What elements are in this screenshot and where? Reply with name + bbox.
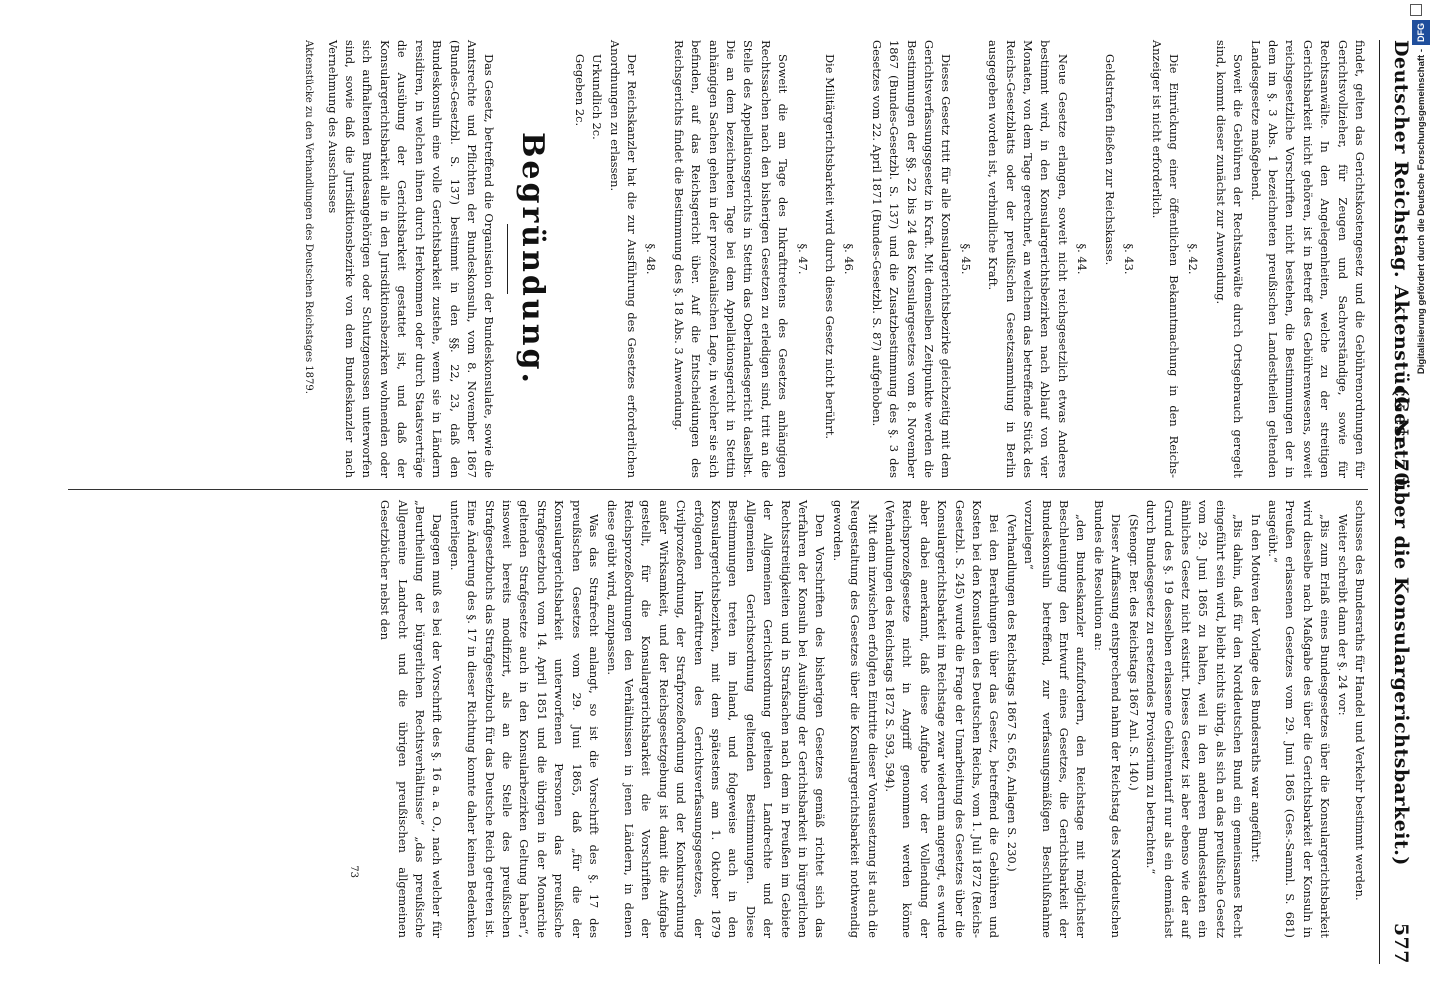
section-47-label: §. 47. — [795, 243, 810, 275]
right-quote-1: „Bis zum Erlaß eines Bundesgesetzes über die Konsulargerichtsbarkeit wird dieselbe nach Maßgabe des über die Gerichtsbarkeit der Konsuln in Preußen erlassenen Gesetzes vom 29. Juni 1865 (Ges.-Samml. S. 681) ausgeübt.“ — [1265, 500, 1333, 938]
section-43-text: Geldstrafen fließen zur Reichskasse. — [1102, 54, 1117, 266]
section-43-label: §. 43. — [1122, 243, 1137, 275]
section-42-text: Die Einrückung einer öffentlichen Bekanntmachung in den Reichs-Anzeiger ist nicht erforderlich. — [1149, 40, 1181, 478]
footer-note: Aktenstücke zu den Verhandlungen des Deutschen Reichstages 1879. — [303, 40, 315, 394]
right-paragraph-9: Dagegen muß es bei der Vorschrift des §. 16 a. a. O., nach welcher für „Beurtheilung der bürgerlichen Rechtsverhältnisse“ „das preußische Allgemeine Landrecht und die übrigen preußischen allgemeinen Gesetzbücher nebst den — [378, 500, 445, 938]
section-47-text: Soweit die am Tage des Inkrafttretens des Gesetzes anhängigen Rechtssachen nach den bisherigen Gesetzen zu erledigen sind, tritt an die Stelle des Appellationsgerichts in Stettin das Oberlandesgericht daselbst. Die an dem bezeichneten Tage bei dem Appellationsgericht in Stettin anhängigen Sachen gehen in der prozeßualischen Lage, in welcher sie sich befinden, auf das Reichsgericht über. Auf die Entscheidungen des Reichsgerichts findet die Bestimmung des §. 18 Abs. 3 Anwendung. — [671, 40, 791, 478]
section-42-label: §. 42. — [1186, 243, 1201, 275]
section-45-label: §. 45. — [958, 243, 973, 275]
section-48-label: §. 48. — [644, 243, 659, 275]
sheet-signature: 73 — [347, 865, 359, 878]
right-quote-2: „Bis dahin, daß für den Norddeutschen Bund ein gemeinsames Recht eingeführt sein wird, bleibt nichts übrig, als sich an das preußische Gesetz vom 29. Juni 1865 zu halten, weil in den anderen Bundesstaaten ein ähnliches Gesetz nicht existirt. Dieses Gesetz ist aber ebenso wie der auf Grund des §. 19 desselben erlassene Gebührentarif nur als ein demnächst durch Bundesgesetz zu ersetzendes Provisorium zu betrachten.“ — [1144, 500, 1246, 938]
right-citation-2: (Verhandlungen des Reichstags 1867 S. 656, Anlagen S. 230.) — [1004, 514, 1019, 872]
right-citation-1: (Stenogr. Ber. des Reichstags 1867 Anl. S. 140.) — [1126, 514, 1141, 791]
digitization-credit — [1412, 20, 1430, 980]
right-paragraph-8: Was das Strafrecht anlangt, so ist die Vorschrift des §. 17 des preußischen Gesetzes vom 29. Juni 1865, daß „für die der Konsulargerichtsbarkeit unterworfenen Personen das preußische Strafgesetzbuch vom 14. April 1851 und die übrigen in der Monarchie geltenden Strafgesetze auch in den Konsularbezirken Geltung haben“, insoweit bereits modifizirt, als an die Stelle des preußischen Strafgesetzbuchs das Strafgesetzbuch für das Deutsche Reich getreten ist. Eine Änderung des §. 17 in dieser Richtung konnte daher keinen Bedenken unterliegen. — [447, 500, 602, 938]
right-paragraph-7: Den Vorschriften des bisherigen Gesetzes gemäß richtet sich das Verfahren der Konsuln bei Ausübung der Gerichtsbarkeit in bürgerlichen Rechtsstreitigkeiten und in Strafsachen nach dem in Preußen im Gebiete der Allgemeinen Gerichtsordnung geltenden Landrechte und der Allgemeinen Gerichtsordnung geltenden Bestimmungen. Diese Bestimmungen treten im Inland, und folgeweise auch in den Konsulargerichtsbezirken, mit dem spätestens am 1. Oktober 1879 erfolgenden Inkrafttreten des Gerichtsverfassungsgesetzes, der Civilprozeßordnung, der Strafprozeßordnung und der Konkursordnung außer Wirksamkeit, und der Reichsgesetzgebung ist damit die Aufgabe gestellt, für die Konsulargerichtsbarkeit die Vorschriften der Reichsprozeßordnungen den Verhältnissen in jenen Ländern, in denen diese geübt wird, anzupassen. — [604, 500, 828, 938]
section-45-text: Dieses Gesetz tritt für alle Konsulargerichtsbezirke gleichzeitig mit dem Gerichtsverfassungsgesetz in Kraft. Mit demselben Zeitpunkte werden die Bestimmungen der §§. 22 bis 24 des Konsulargesetzes vom 8. November 1867 (Bundes-Gesetzbl. S. 137) und die Zusatzbestimmung des §. 3 des Gesetzes vom 22. April 1871 (Bundes-Gesetzbl. S. 87) aufgehoben. — [869, 40, 954, 478]
header-right-group — [1390, 387, 1412, 964]
scan-corner-mark — [1410, 4, 1422, 16]
left-paragraph-2: Soweit die Gebühren der Rechtsanwälte durch Ortsgebrauch geregelt sind, kommt dieser zunächst zur Anwendung. — [1213, 40, 1246, 478]
right-column — [344, 500, 1368, 938]
page-number: 577 — [1390, 922, 1412, 964]
header-right-title: (Gesetz über die Konsulargerichtsbarkeit.) — [1390, 387, 1412, 866]
begruendung-paragraph: Das Gesetz, betreffend die Organisation der Bundeskonsulate, sowie die Amtsrechte und Pflichten der Bundeskonsuln, vom 8. November 1867 (Bundes-Gesetzbl. S. 137) bestimmt in den §§. 22, 23, daß den Bundeskonsuln eine volle Gerichtsbarkeit zustehe, wenn sie in Ländern residiren, in welchen ihnen durch Herkommen oder durch Staatsverträge die Ausübung der Gerichtsbarkeit gestattet ist, und daß der Konsulargerichtsbarkeit alle in den Jurisdiktionsbezirken wohnenden oder sich aufhaltenden Bundesangehörigen oder Schutzgenossen unterworfen sind, sowie daß die Jurisdiktionsbezirke von dem Bundeskanzler nach Vernehmung des Ausschusses — [325, 40, 497, 478]
credit-line — [1412, 20, 1430, 980]
right-paragraph-2: Weiter schreibt dann der §. 24 vor: — [1335, 514, 1350, 716]
column-divider — [68, 489, 1368, 490]
running-header — [1379, 40, 1414, 964]
begruendung-heading: Begründung. — [515, 132, 551, 386]
dfg-logo: DFG — [1412, 20, 1430, 45]
section-48-text: Der Reichskanzler hat die zur Ausführung des Gesetzes erforderlichen Anordnungen zu erlassen. — [607, 40, 639, 478]
credit-text: Digitalisierung gefördert durch die Deutsche Forschungsgemeinschaft - — [1416, 49, 1427, 375]
right-paragraph-5: Bei den Berathungen über das Gesetz, betreffend die Gebühren und Kosten bei den Konsulaten des Deutschen Reichs, vom 1. Juli 1872 (Reichs-Gesetzbl. S. 245) wurde die Frage der Umarbeitung des Gesetzes über die Konsulargerichtsbarkeit im Reichstage zwar wiederum angeregt, es wurde aber dabei anerkannt, daß diese Aufgabe vor der Vollendung der Reichsprozeßgesetze nicht in Angriff genommen werden könne (Verhandlungen des Reichstags 1872 S. 593, 594). — [883, 500, 1002, 938]
closing-urkundlich: Urkundlich 2c. — [590, 54, 605, 140]
right-paragraph-1: schusses des Bundesraths für Handel und Verkehr bestimmt werden. — [1353, 500, 1367, 901]
section-44-text: Neue Gesetze erlangen, soweit nicht reichsgesetzlich etwas Anderes bestimmt wird, in den Konsulargerichtsbezirken nach Ablauf von vier Monaten, von dem Tage gerechnet, an welchem das betreffende Stück des Reichs-Gesetzblatts oder der preußischen Gesetzsammlung in Berlin ausgegeben worden ist, verbindliche Kraft. — [986, 40, 1070, 478]
section-44-label: §. 44. — [1075, 243, 1090, 275]
right-paragraph-4: Dieser Auffassung entsprechend nahm der Reichstag des Norddeutschen Bundes die Resolution an: — [1091, 500, 1124, 939]
section-46-text: Die Militärgerichtsbarkeit wird durch dieses Gesetz nicht berührt. — [823, 54, 838, 440]
right-paragraph-6: Mit dem inzwischen erfolgten Eintritte dieser Voraussetzung ist auch die Neugestaltung des Gesetzes über die Konsulargerichtsbarkeit nothwendig geworden. — [830, 500, 880, 938]
header-left-title: Deutscher Reichstag. Aktenstück Nr. 70. — [1390, 40, 1412, 494]
closing-gegeben: Gegeben 2c. — [572, 54, 587, 127]
right-paragraph-3: In den Motiven der Vorlage des Bundesraths war angeführt: — [1248, 514, 1263, 863]
heading-rule — [507, 224, 508, 294]
left-paragraph-1: findet, gelten das Gerichtskostengesetz und die Gebührenordnungen für Gerichtsvollzieher, für Zeugen und Sachverständige, sowie für Rechtsanwälte. In den Angelegenheiten, welche zu der streitigen Gerichtsbarkeit nicht gehören, ist in Betreff des Gebührenwesens, soweit reichsgesetzliche Vorschriften nicht bestehen, die Bestimmungen der in dem im §. 3 Abs. 1 bezeichneten preußischen Landestheilen geltenden Landesgesetze maßgebend. — [1248, 40, 1367, 478]
right-quote-3: „den Bundeskanzler aufzufordern, den Reichstage mit möglichster Beschleunigung den Entwurf eines Gesetzes, die Gerichtsbarkeit der Bundeskonsuln betreffend, zur verfassungsmäßigen Beschlußnahme vorzulegen“ — [1022, 500, 1089, 938]
section-46-label: §. 46. — [842, 243, 857, 275]
left-column — [300, 40, 1368, 478]
